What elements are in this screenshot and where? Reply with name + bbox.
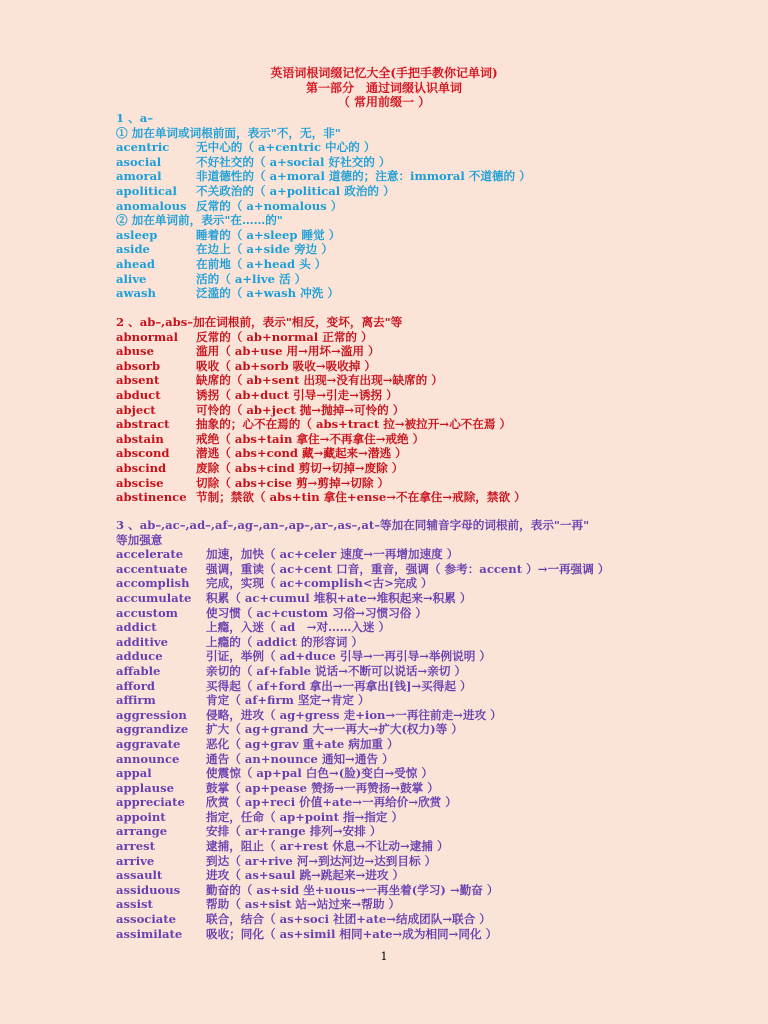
word-entry [116, 359, 736, 374]
word-entry [116, 272, 736, 287]
word-definition: 通告（ an+nounce 通知→通告 ） [206, 751, 394, 766]
word-definition: 反常的（ a+nomalous ） [196, 198, 343, 213]
word-definition: 可怜的（ ab+ject 抛→抛掉→可怜的 ） [196, 402, 405, 417]
word-entry [116, 228, 736, 243]
part-title: 第一部分 通过词缀认识单词 [305, 81, 462, 95]
word-entry [116, 752, 736, 767]
word-entry [116, 649, 736, 664]
section-assimilated-prefix [116, 518, 736, 941]
word-entry [116, 693, 736, 708]
section-heading: 3 、ab–,ac–,ad–,af–,ag–,an–,ap–,ar–,as–,at–等加在同辅音字母的词根前，表示"一再" [116, 518, 590, 532]
word-entry [116, 708, 736, 723]
word-definition: 泛滥的（ a+wash 冲洗 ） [196, 286, 339, 301]
word-definition: 废除（ abs+cind 剪切→切掉→废除 ） [196, 460, 404, 475]
word-definition: 抽象的；心不在焉的（ abs+tract 拉→被拉开→心不在焉 ） [196, 417, 512, 432]
word-term: apolitical [116, 183, 177, 198]
word-term: arrange [116, 824, 168, 839]
word-definition: 不好社交的（ a+social 好社交的 ） [196, 154, 391, 169]
word-entry [116, 388, 736, 403]
word-term: assault [116, 868, 163, 883]
word-term: abstain [116, 431, 164, 446]
word-term: alive [116, 271, 147, 286]
word-term: appreciate [116, 795, 185, 810]
word-definition: 睡着的（ a+sleep 睡觉 ） [196, 227, 341, 242]
word-entry [116, 330, 736, 345]
word-term: aside [116, 242, 150, 257]
word-entry [116, 810, 736, 825]
word-term: abduct [116, 387, 161, 402]
word-entry [116, 446, 736, 461]
word-entry [116, 344, 736, 359]
word-entry [116, 257, 736, 272]
word-definition: 活的（ a+live 活 ） [196, 271, 307, 286]
word-term: abnormal [116, 329, 179, 344]
word-entry [116, 591, 736, 606]
word-entry [116, 184, 736, 199]
word-definition: 吸收（ ab+sorb 吸收→吸收掉 ） [196, 358, 376, 373]
subsection-heading: ② 加在单词前，表示"在……的" [116, 213, 283, 228]
word-definition: 安排（ ar+range 排列→安排 ） [206, 824, 382, 839]
section-heading-continued: 等加强意 [116, 532, 163, 547]
word-term: aggrandize [116, 722, 189, 737]
word-term: affirm [116, 693, 156, 708]
word-definition: 不关政治的（ a+political 政治的 ） [196, 183, 395, 198]
word-definition: 逮捕，阻止（ ar+rest 休息→不让动→逮捕 ） [206, 839, 449, 854]
word-definition: 切除（ abs+cise 剪→剪掉→切除 ） [196, 475, 390, 490]
word-term: abuse [116, 344, 154, 359]
word-definition: 上瘾，入迷（ ad →对……入迷 ） [206, 620, 391, 635]
word-definition: 缺席的（ ab+sent 出现→没有出现→缺席的 ） [196, 373, 443, 388]
word-definition: 帮助（ as+sist 站→站过来→帮助 ） [206, 897, 401, 912]
word-term: associate [116, 912, 177, 927]
word-term: affable [116, 663, 161, 678]
word-definition: 指定，任命（ ap+point 指→指定 ） [206, 809, 404, 824]
word-entry [116, 897, 736, 912]
word-term: accentuate [116, 561, 188, 576]
word-entry [116, 883, 736, 898]
word-list [116, 228, 736, 301]
word-definition: 戒绝（ abs+tain 拿住→不再拿住→戒绝 ） [196, 431, 425, 446]
word-term: arrest [116, 839, 155, 854]
word-entry [116, 140, 736, 155]
word-term: absent [116, 373, 160, 388]
word-term: accustom [116, 605, 178, 620]
word-entry [116, 476, 736, 491]
word-definition: 强调，重读（ ac+cent 口音，重音，强调（ 参考：accent ）→一再强调 ） [206, 561, 610, 576]
section-heading: 1 、a– [116, 111, 154, 125]
word-entry [116, 242, 736, 257]
document-subtitle: （ 常用前缀一 ） [337, 95, 431, 109]
word-definition: 亲切的（ af+fable 说话→不断可以说话→亲切 ） [206, 663, 467, 678]
word-definition: 到达（ ar+rive 河→到达河边→达到目标 ） [206, 853, 437, 868]
word-entry [116, 824, 736, 839]
word-term: arrive [116, 853, 155, 868]
word-entry [116, 912, 736, 927]
word-entry [116, 664, 736, 679]
word-definition: 节制；禁欲（ abs+tin 拿住+ense→不在拿住→戒除，禁欲 ） [196, 490, 526, 505]
word-entry [116, 606, 736, 621]
word-term: accumulate [116, 590, 192, 605]
word-term: abscond [116, 446, 170, 461]
word-term: appal [116, 766, 152, 781]
word-entry [116, 432, 736, 447]
word-term: abject [116, 402, 156, 417]
word-entry [116, 620, 736, 635]
word-term: assist [116, 897, 153, 912]
word-term: amoral [116, 169, 162, 184]
word-term: applause [116, 780, 174, 795]
word-definition: 恶化（ ag+grav 重+ate 病加重 ） [206, 736, 399, 751]
word-definition: 肯定（ af+firm 坚定→肯定 ） [206, 693, 370, 708]
subsection-heading: ① 加在单词或词根前面，表示"不，无，非" [116, 125, 341, 140]
word-term: aggression [116, 707, 187, 722]
word-term: abstract [116, 417, 170, 432]
word-entry [116, 927, 736, 942]
word-definition: 进攻（ as+saul 跳→跳起来→进攻 ） [206, 868, 405, 883]
word-definition: 无中心的（ a+centric 中心的 ） [196, 140, 376, 155]
word-definition: 诱拐（ ab+duct 引导→引走→诱拐 ） [196, 387, 398, 402]
word-definition: 在前地（ a+head 头 ） [196, 256, 327, 271]
word-definition: 加速，加快（ ac+celer 速度→一再增加速度 ） [206, 547, 459, 562]
word-definition: 非道德性的（ a+moral 道德的；注意：immoral 不道德的 ） [196, 169, 531, 184]
word-definition: 在边上（ a+side 旁边 ） [196, 242, 333, 257]
word-entry [116, 490, 736, 505]
word-entry [116, 679, 736, 694]
word-term: asocial [116, 154, 162, 169]
word-definition: 鼓掌（ ap+pease 赞扬→一再赞扬→鼓掌 ） [206, 780, 439, 795]
word-definition: 使习惯（ ac+custom 习俗→习惯习俗 ） [206, 605, 428, 620]
word-term: awash [116, 286, 156, 301]
word-entry [116, 373, 736, 388]
word-definition: 勤奋的（ as+sid 坐+uous→一再坐着(学习) →勤奋 ） [206, 882, 499, 897]
word-definition: 引证，举例（ ad+duce 引导→一再引导→举例说明 ） [206, 649, 491, 664]
page-number: 1 [380, 950, 388, 963]
word-entry [116, 562, 736, 577]
word-definition: 欣赏（ ap+reci 价值+ate→一再给价→欣赏 ） [206, 795, 457, 810]
word-entry [116, 781, 736, 796]
word-term: anomalous [116, 198, 187, 213]
word-entry [116, 635, 736, 650]
section-heading: 2 、ab–,abs–加在词根前，表示"相反，变坏，离去"等 [116, 315, 403, 329]
word-definition: 反常的（ ab+normal 正常的 ） [196, 329, 373, 344]
word-definition: 完成，实现（ ac+complish<古>完成 ） [206, 576, 433, 591]
word-term: abscind [116, 460, 167, 475]
document-title: 英语词根词缀记忆大全(手把手教你记单词) [270, 66, 498, 80]
word-entry [116, 403, 736, 418]
word-definition: 潜逃（ abs+cond 藏→藏起来→潜逃 ） [196, 446, 407, 461]
word-term: abstinence [116, 490, 187, 505]
word-entry [116, 795, 736, 810]
word-definition: 扩大（ ag+grand 大→一再大→扩大(权力)等 ） [206, 722, 463, 737]
word-term: accelerate [116, 547, 184, 562]
word-definition: 吸收；同化（ as+simil 相同+ate→成为相同→同化 ） [206, 926, 498, 941]
word-term: asleep [116, 227, 158, 242]
word-definition: 上瘾的（ addict 的形容词 ） [206, 634, 363, 649]
word-term: accomplish [116, 576, 190, 591]
word-list [116, 547, 736, 941]
word-term: ahead [116, 256, 155, 271]
word-entry [116, 868, 736, 883]
word-term: aggravate [116, 736, 181, 751]
word-entry [116, 737, 736, 752]
word-term: absorb [116, 358, 161, 373]
word-entry [116, 286, 736, 301]
word-entry [116, 722, 736, 737]
word-term: announce [116, 751, 180, 766]
word-entry [116, 155, 736, 170]
word-entry [116, 461, 736, 476]
word-entry [116, 576, 736, 591]
word-entry [116, 839, 736, 854]
word-term: additive [116, 634, 169, 649]
word-definition: 滥用（ ab+use 用→用坏→滥用 ） [196, 344, 380, 359]
word-definition: 买得起（ af+ford 拿出→一再拿出[钱]→买得起 ） [206, 678, 472, 693]
word-entry [116, 417, 736, 432]
section-ab-prefix [116, 315, 736, 505]
word-term: abscise [116, 475, 164, 490]
word-term: afford [116, 678, 155, 693]
word-list [116, 140, 736, 213]
word-term: assimilate [116, 926, 183, 941]
word-term: assiduous [116, 882, 181, 897]
word-list [116, 330, 736, 505]
word-term: appoint [116, 809, 166, 824]
word-definition: 侵略，进攻（ ag+gress 走+ion→一再往前走→进攻 ） [206, 707, 502, 722]
section-a-prefix [116, 111, 736, 301]
word-definition: 积累（ ac+cumul 堆积+ate→堆积起来→积累 ） [206, 590, 472, 605]
word-term: acentric [116, 140, 170, 155]
word-term: adduce [116, 649, 163, 664]
word-entry [116, 169, 736, 184]
word-entry [116, 766, 736, 781]
word-entry [116, 199, 736, 214]
word-term: addict [116, 620, 157, 635]
word-entry [116, 854, 736, 869]
word-definition: 使震惊（ ap+pal 白色→(脸)变白→受惊 ） [206, 766, 433, 781]
word-entry [116, 547, 736, 562]
word-definition: 联合，结合（ as+soci 社团+ate→结成团队→联合 ） [206, 912, 491, 927]
